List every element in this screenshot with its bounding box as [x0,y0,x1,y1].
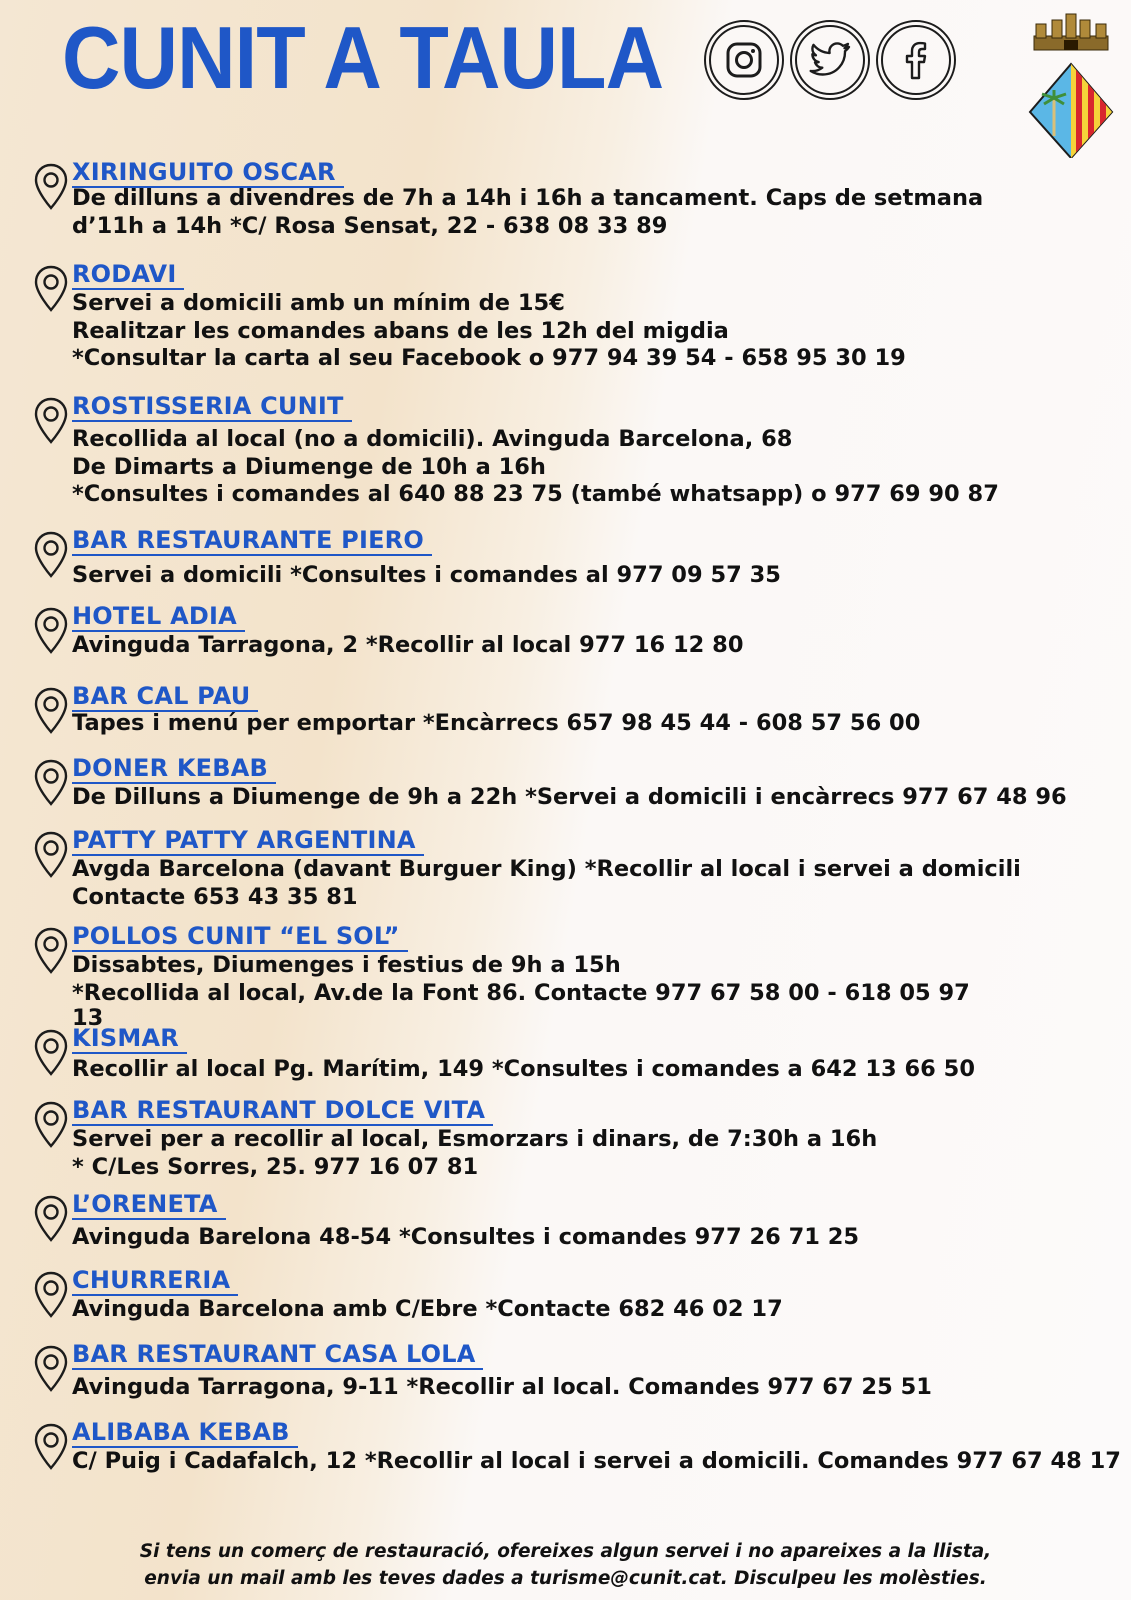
location-pin-icon [30,1028,72,1078]
restaurant-details: Dissabtes, Diumenges i festius de 9h a 15h *Recollida al local, Av.de la Font 86. Contacte 977 67 58 00 - 618 05 97 13 [72,952,970,1031]
restaurant-name[interactable]: POLLOS CUNIT “EL SOL” [72,922,408,952]
location-pin-icon [30,686,72,736]
coat-of-arms-icon [1024,6,1118,158]
restaurant-details: Avinguda Tarragona, 2 *Recollir al local 977 16 12 80 [72,632,744,658]
restaurant-name[interactable]: ROSTISSERIA CUNIT [72,392,352,422]
location-pin-icon [30,926,72,976]
restaurant-name[interactable]: BAR RESTAURANT CASA LOLA [72,1340,483,1370]
location-pin-icon [30,1344,72,1394]
page-title: CUNIT A TAULA [62,8,664,107]
restaurant-name[interactable]: CHURRERIA [72,1266,238,1296]
restaurant-details: De Dilluns a Diumenge de 9h a 22h *Servei a domicili i encàrrecs 977 67 48 96 [72,784,1067,810]
location-pin-icon [30,396,72,446]
restaurant-name[interactable]: RODAVI [72,260,184,290]
location-pin-icon [30,1100,72,1150]
location-pin-icon [30,162,72,212]
restaurant-name[interactable]: XIRINGUITO OSCAR [72,158,344,188]
restaurant-details: Avgda Barcelona (davant Burguer King) *Recollir al local i servei a domicili Contacte 653 43 35 81 [72,856,1021,910]
restaurant-details: Recollida al local (no a domicili). Avinguda Barcelona, 68 De Dimarts a Diumenge de 10h a 16h *Consultes i comandes al 640 88 23 75 (també whatsapp) o 977 69 90 87 [72,426,999,507]
location-pin-icon [30,530,72,580]
instagram-icon[interactable] [704,20,784,100]
restaurant-details: De dilluns a divendres de 7h a 14h i 16h a tancament. Caps de setmana d’11h a 14h *C/ Rosa Sensat, 22 - 638 08 33 89 [72,185,984,239]
restaurant-name[interactable]: ALIBABA KEBAB [72,1418,298,1448]
twitter-icon[interactable] [790,20,870,100]
location-pin-icon [30,758,72,808]
footer-note: Si tens un comerç de restauració, ofereixes algun servei i no apareixes a la llista, envia un mail amb les teves dades a turisme@cunit.cat. Disculpeu les molèsties. [139,1541,992,1589]
location-pin-icon [30,264,72,314]
restaurant-name[interactable]: HOTEL ADIA [72,602,245,632]
restaurant-details: Tapes i menú per emportar *Encàrrecs 657 98 45 44 - 608 57 56 00 [72,710,921,736]
facebook-icon[interactable] [876,20,956,100]
restaurant-name[interactable]: BAR RESTAURANT DOLCE VITA [72,1096,493,1126]
restaurant-name[interactable]: BAR RESTAURANTE PIERO [72,526,432,556]
restaurant-details: Avinguda Barcelona amb C/Ebre *Contacte 682 46 02 17 [72,1296,783,1322]
restaurant-name[interactable]: BAR CAL PAU [72,682,258,712]
restaurant-name[interactable]: DONER KEBAB [72,754,276,784]
location-pin-icon [30,1194,72,1244]
location-pin-icon [30,606,72,656]
restaurant-details: Avinguda Tarragona, 9-11 *Recollir al local. Comandes 977 67 25 51 [72,1374,932,1400]
restaurant-details: C/ Puig i Cadafalch, 12 *Recollir al local i servei a domicili. Comandes 977 67 48 17 [72,1448,1121,1474]
restaurant-details: Servei per a recollir al local, Esmorzars i dinars, de 7:30h a 16h * C/Les Sorres, 25. 977 16 07 81 [72,1126,878,1180]
restaurant-details: Servei a domicili *Consultes i comandes al 977 09 57 35 [72,562,781,588]
restaurant-name[interactable]: L’ORENETA [72,1190,226,1220]
restaurant-details: Recollir al local Pg. Marítim, 149 *Consultes i comandes a 642 13 66 50 [72,1056,975,1082]
restaurant-name[interactable]: KISMAR [72,1024,187,1054]
restaurant-name[interactable]: PATTY PATTY ARGENTINA [72,826,424,856]
location-pin-icon [30,1422,72,1472]
restaurant-details: Avinguda Barelona 48-54 *Consultes i comandes 977 26 71 25 [72,1224,860,1250]
location-pin-icon [30,830,72,880]
social-links [704,20,956,100]
restaurant-details: Servei a domicili amb un mínim de 15€ Realitzar les comandes abans de les 12h del migdia *Consultar la carta al seu Facebook o 977 94 39 54 - 658 95 30 19 [72,290,906,371]
location-pin-icon [30,1270,72,1320]
